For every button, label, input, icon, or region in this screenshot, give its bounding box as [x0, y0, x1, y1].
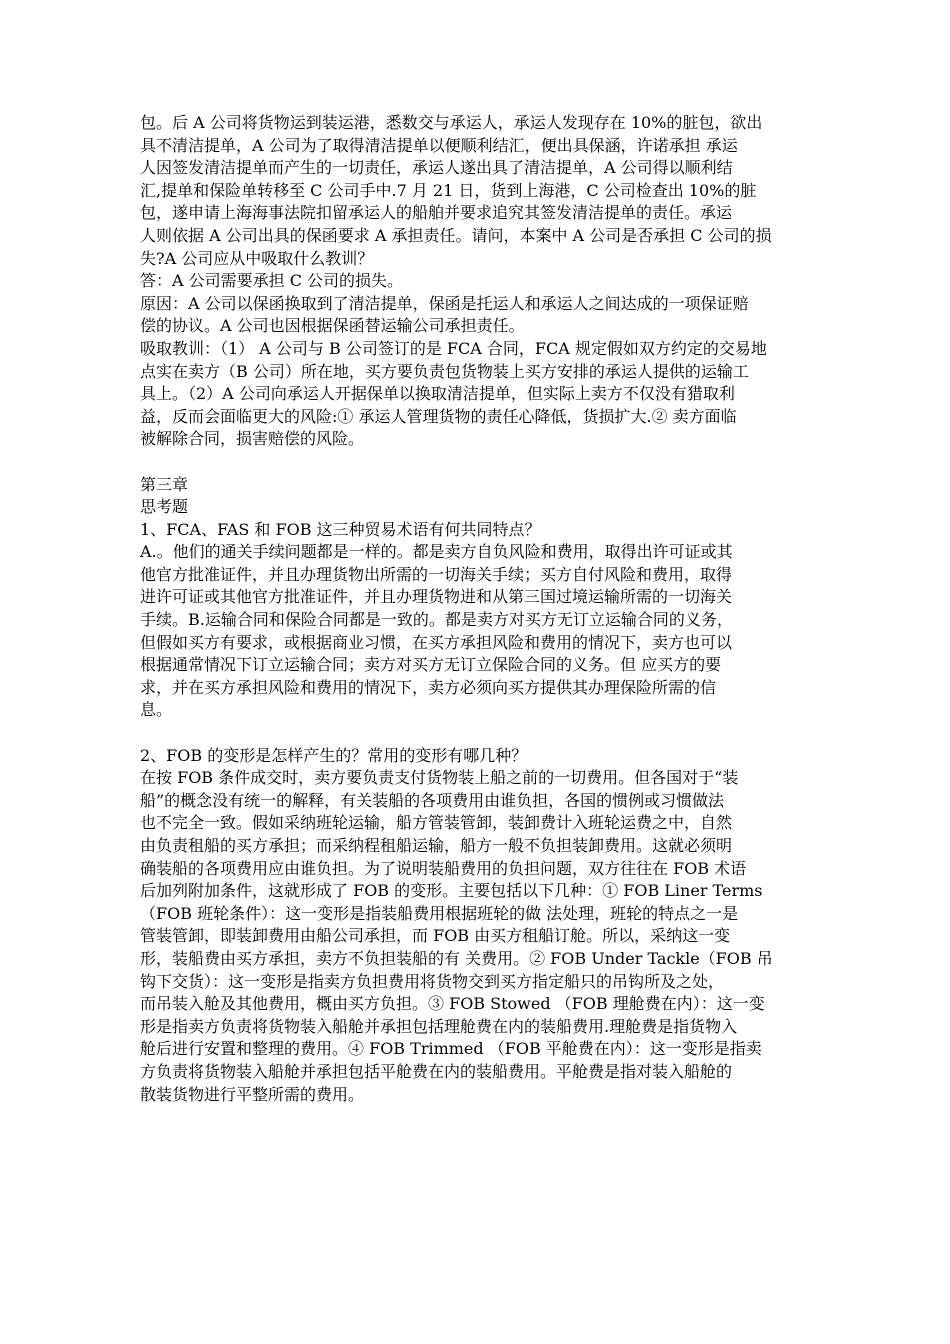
question-1: [140, 519, 840, 542]
text-line: 益，反而会面临更大的风险:① 承运人管理货物的责任心降低，货损扩大.② 卖方面临: [140, 406, 737, 426]
text-line: 具不清洁提单，A 公司为了取得清洁提单以便顺利结汇，便出具保涵，许诺承担 承运: [140, 135, 738, 155]
text-line: 被解除合同，损害赔偿的风险。: [140, 429, 365, 449]
chapter-title: 第三章: [140, 474, 189, 494]
text-line: 后加列附加条件，这就形成了 FOB 的变形。主要包括以下几种：① FOB Liner Terms: [140, 881, 763, 901]
text-line: 根据通常情况下订立运输合同；卖方对买方无订立保险合同的义务。但 应买方的要: [140, 655, 722, 675]
text-line: 也不完全一致。假如采纳班轮运输，船方管装管卸，装卸费计入班轮运费之中，自然: [140, 813, 733, 833]
text-line: 手续。B.运输合同和保险合同都是一致的。都是卖方对买方无订立运输合同的义务，: [140, 610, 733, 630]
text-line: （FOB 班轮条件）：这一变形是指装船费用根据班轮的做 法处理，班轮的特点之一是: [140, 903, 739, 923]
text-line: 进许可证或其他官方批准证件，并且办理货物进和从第三国过境运输所需的一切海关: [140, 587, 733, 607]
question-text: 1、FCA、FAS 和 FOB 这三种贸易术语有何共同特点？: [140, 519, 541, 539]
text-line: 在按 FOB 条件成交时，卖方要负责支付货物装上船之前的一切费用。但各国对于“装: [140, 768, 739, 788]
blank-line: [140, 722, 840, 745]
document-page: [140, 112, 840, 1106]
text-line: 具上。（2）A 公司向承运人开据保单以换取清洁提单，但实际上卖方不仅没有猎取利: [140, 384, 735, 404]
text-line: 散装货物进行平整所需的费用。: [140, 1084, 365, 1104]
answer-1: [140, 541, 840, 722]
text-line: A.。他们的通关手续问题都是一样的。都是卖方自负风险和费用，取得出许可证或其: [140, 542, 733, 562]
text-line: 包。后 A 公司将货物运到装运港，悉数交与承运人，承运人发现存在 10%的脏包，欲出: [140, 113, 763, 132]
text-line: 偿的协议。A 公司也因根据保函替运输公司承担责任。: [140, 316, 525, 336]
section-title: 思考题: [140, 497, 189, 517]
text-line: 管装管卸，即装卸费用由船公司承担，而 FOB 由买方租船订舱。所以，采纳这一变: [140, 926, 731, 946]
text-line: 失?A 公司应从中吸取什么教训？: [140, 248, 374, 268]
text-line: 求，并在买方承担风险和费用的情况下，卖方必须向买方提供其办理保险所需的信: [140, 677, 717, 697]
case-paragraph: [140, 112, 840, 270]
text-line: 船”的概念没有统一的解释，有关装船的各项费用由谁负担，各国的惯例或习惯做法: [140, 790, 725, 810]
text-line: 方负责将货物装入船舱并承担包括平舱费在内的装船费用。平舱费是指对装入船舱的: [140, 1061, 733, 1081]
blank-line: [140, 451, 840, 474]
answer-paragraph: [140, 270, 840, 293]
lesson-paragraph: [140, 338, 840, 451]
text-line: 包，遂申请上海海事法院扣留承运人的船舶并要求追究其签发清洁提单的责任。承运: [140, 203, 733, 223]
text-line: 钩下交货）：这一变形是指卖方负担费用将货物交到买方指定船只的吊钩所及之处，: [140, 971, 725, 991]
question-text: 2、FOB 的变形是怎样产生的？常用的变形有哪几种？: [140, 745, 528, 765]
text-line: 他官方批准证件，并且办理货物出所需的一切海关手续；买方自付风险和费用，取得: [140, 564, 733, 584]
text-line: 原因：A 公司以保函换取到了清洁提单，保函是托运人和承运人之间达成的一项保证赔: [140, 293, 749, 313]
question-2: [140, 745, 840, 768]
text-line: 息。: [140, 700, 173, 720]
text-line: 答：A 公司需要承担 C 公司的损失。: [140, 271, 404, 291]
text-line: 人则依据 A 公司出具的保函要求 A 承担责任。请问，本案中 A 公司是否承担 C 公司的损: [140, 225, 772, 245]
text-line: 吸取教训：（1） A 公司与 B 公司签订的是 FCA 合同，FCA 规定假如双方约定的交易地: [140, 338, 767, 358]
text-line: 点实在卖方（B 公司）所在地，买方要负责包货物装上买方安排的承运人提供的运输工: [140, 361, 749, 381]
text-line: 而吊装入舱及其他费用，概由买方负担。③ FOB Stowed （FOB 理舱费在内）：这一变: [140, 994, 765, 1014]
text-line: 形，装船费由买方承担，卖方不负担装船的有 关费用。② FOB Under Tackle（FOB 吊: [140, 948, 773, 968]
text-line: 汇,提单和保险单转移至 C 公司手中.7 月 21 日，货到上海港，C 公司检查出 10%的脏: [140, 180, 757, 200]
reason-paragraph: [140, 293, 840, 338]
text-line: 形是指卖方负责将货物装入船舱并承担包括理舱费在内的装船费用.理舱费是指货物入: [140, 1016, 738, 1036]
text-line: 舱后进行安置和整理的费用。④ FOB Trimmed （FOB 平舱费在内）：这一变形是指卖: [140, 1039, 762, 1059]
text-line: 确装船的各项费用应由谁负担。为了说明装船费用的负担问题，双方往往在 FOB 术语: [140, 858, 747, 878]
text-line: 但假如买方有要求，或根据商业习惯，在买方承担风险和费用的情况下，卖方也可以: [140, 632, 733, 652]
answer-2: [140, 767, 840, 1106]
text-line: 由负责租船的买方承担；而采纳程租船运输，船方一般不负担装卸费用。这就必须明: [140, 836, 733, 855]
chapter-heading: [140, 474, 840, 519]
text-line: 人因签发清洁提单而产生的一切责任，承运人遂出具了清洁提单，A 公司得以顺利结: [140, 158, 733, 178]
